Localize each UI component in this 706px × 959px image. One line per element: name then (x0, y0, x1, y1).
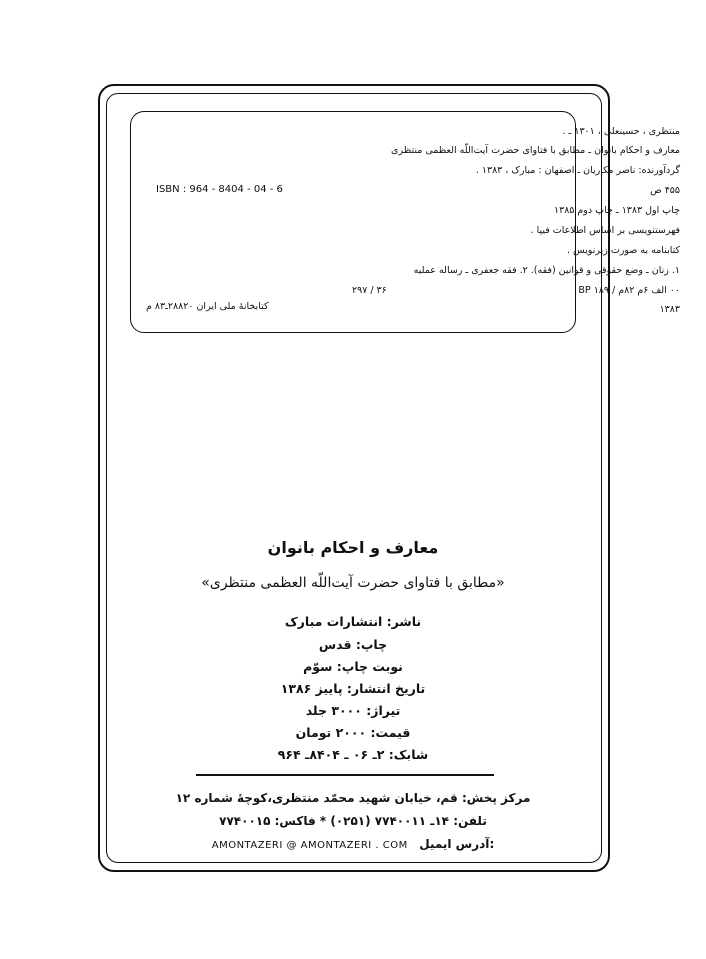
cip-line-fipa: فهرستنویسی بر اساس اطلاعات فیپا . (530, 225, 680, 236)
book-subtitle: «مطابق با فتاوای حضرت آیت‌اللّه العظمی منتظری» (201, 575, 505, 591)
imprint-edition: نوبت چاپ: سوّم (303, 659, 403, 674)
cip-isbn: ISBN : 964 - 8404 - 04 - 6 (156, 184, 283, 195)
cip-library-number: کتابخانهٔ ملی ایران ۲۸۸۲۰ـ۸۳ م (146, 301, 269, 312)
cip-line-subjects: ۱. زنان ـ وضع حقوقی و قوانین (فقه). ۲. فقه جعفری ـ رساله عملیه (413, 265, 680, 276)
cip-line-bibliography: کتابنامه به صورت زیرنویس . (567, 245, 680, 256)
imprint-circulation: تیراژ: ۳۰۰۰ جلد (305, 703, 401, 718)
email-label: آدرس ایمیل: (419, 837, 495, 851)
imprint-printer: چاپ: قدس (318, 637, 388, 652)
phone-fax: تلفن: ۱۴ـ ۷۷۴۰۰۱۱ (۰۲۵۱) * فاکس: ۷۷۴۰۰۱۵ (219, 814, 487, 828)
cip-line-compiler: گردآورنده: ناصر مکاریان ـ اصفهان : مبارک ، ۱۳۸۳ . (475, 165, 680, 176)
imprint-publisher: ناشر: انتشارات مبارک (284, 614, 422, 629)
cip-line-editions: چاپ اول ۱۳۸۳ ـ چاپ دوم ۱۳۸۵ (553, 205, 680, 216)
cip-line-author: منتظری ، حسینعلی ، ۱۳۰۱ ـ . (562, 126, 680, 137)
book-title: معارف و احکام بانوان (267, 538, 439, 557)
cip-line-call-number: ۰۰ الف ۶م ۸۲م / ۱۸۹ BP (578, 285, 680, 296)
cip-line-title: معارف و احکام بانوان ـ مطابق با فتاوای حضرت آیت‌اللّه العظمی منتظری (391, 145, 680, 156)
cip-line-year: ۱۳۸۳ (659, 304, 680, 315)
divider-line (196, 774, 494, 776)
distribution-address: مرکز پخش: قم، خیابان شهید محمّد منتظری،کوچهٔ شماره ۱۲ (175, 791, 531, 805)
imprint-date: تاریخ انتشار: پاییز ۱۳۸۶ (280, 681, 426, 696)
email-address[interactable]: AMONTAZERI @ AMONTAZERI . COM (211, 840, 408, 851)
imprint-price: قیمت: ۲۰۰۰ تومان (295, 725, 411, 740)
email-row (0, 837, 706, 851)
cip-class-number: ۲۹۷ / ۳۶ (352, 285, 387, 296)
imprint-isbn: شابک: ۲ـ ۰۶ ـ ۸۴۰۴ـ ۹۶۴ (277, 747, 429, 762)
cip-line-pages: ۴۵۵ ص (650, 185, 680, 196)
